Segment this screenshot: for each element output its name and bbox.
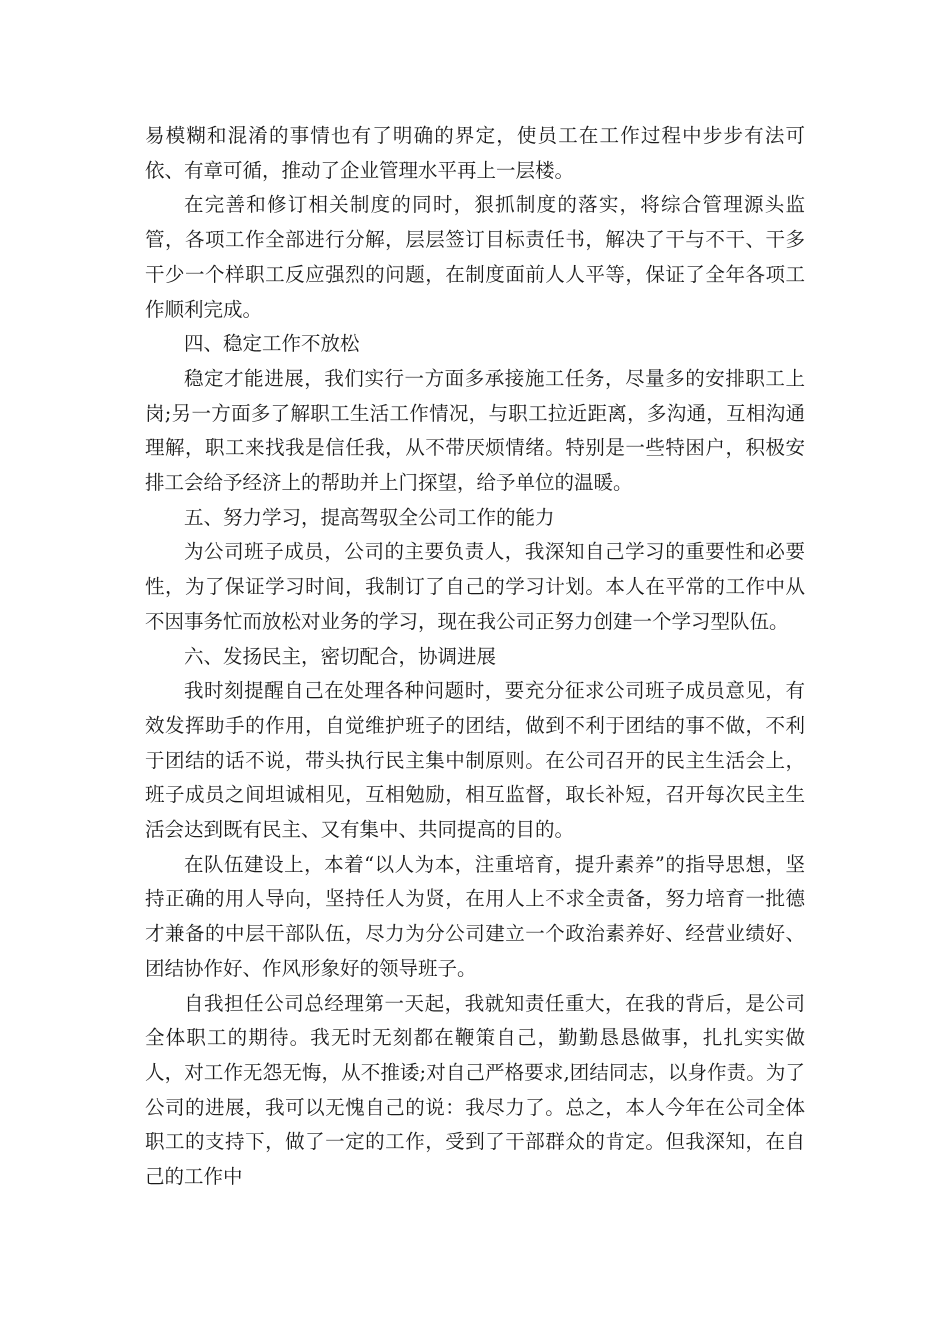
paragraph: 在队伍建设上，本着“以人为本，注重培育，提升素养”的指导思想，坚持正确的用人导向，坚持任人为贤，在用人上不求全责备，努力培育一批德才兼备的中层干部队伍，尽力为分公司建立一个政治素养好、经营业绩好、团结协作好、作风形象好的领导班子。 — [145, 852, 805, 980]
paragraph: 为公司班子成员，公司的主要负责人，我深知自己学习的重要性和必要性，为了保证学习时间，我制订了自己的学习计划。本人在平常的工作中从不因事务忙而放松对业务的学习，现在我公司正努力创建一个学习型队伍。 — [145, 540, 805, 633]
paragraph: 自我担任公司总经理第一天起，我就知责任重大，在我的背后，是公司全体职工的期待。我无时无刻都在鞭策自己，勤勤恳恳做事，扎扎实实做人，对工作无怨无悔，从不推诿;对自己严格要求,团结同志，以身作责。为了公司的进展，我可以无愧自己的说：我尽力了。总之，本人今年在公司全体职工的支持下，做了一定的工作，受到了干部群众的肯定。但我深知，在自己的工作中 — [145, 991, 805, 1189]
paragraph: 在完善和修订相关制度的同时，狠抓制度的落实，将综合管理源头监管，各项工作全部进行分解，层层签订目标责任书，解决了干与不干、干多干少一个样职工反应强烈的问题，在制度面前人人平等，保证了全年各项工作顺利完成。 — [145, 193, 805, 321]
section-heading: 六、发扬民主，密切配合，协调进展 — [184, 644, 497, 668]
section-heading: 四、稳定工作不放松 — [184, 332, 360, 356]
paragraph: 我时刻提醒自己在处理各种问题时，要充分征求公司班子成员意见，有效发挥助手的作用，自觉维护班子的团结，做到不利于团结的事不做，不利于团结的话不说，带头执行民主集中制原则。在公司召开的民主生活会上，班子成员之间坦诚相见，互相勉励，相互监督，取长补短，召开每次民主生活会达到既有民主、又有集中、共同提高的目的。 — [145, 679, 805, 842]
paragraph: 稳定才能进展，我们实行一方面多承接施工任务，尽量多的安排职工上岗;另一方面多了解职工生活工作情况，与职工拉近距离，多沟通，互相沟通理解，职工来找我是信任我，从不带厌烦情绪。特别是一些特困户，积极安排工会给予经济上的帮助并上门探望，给予单位的温暖。 — [145, 366, 805, 495]
section-heading: 五、努力学习，提高驾驭全公司工作的能力 — [184, 505, 555, 529]
document-body — [145, 119, 805, 1195]
paragraph-continuation: 易模糊和混淆的事情也有了明确的界定，使员工在工作过程中步步有法可依、有章可循，推动了企业管理水平再上一层楼。 — [145, 124, 805, 182]
